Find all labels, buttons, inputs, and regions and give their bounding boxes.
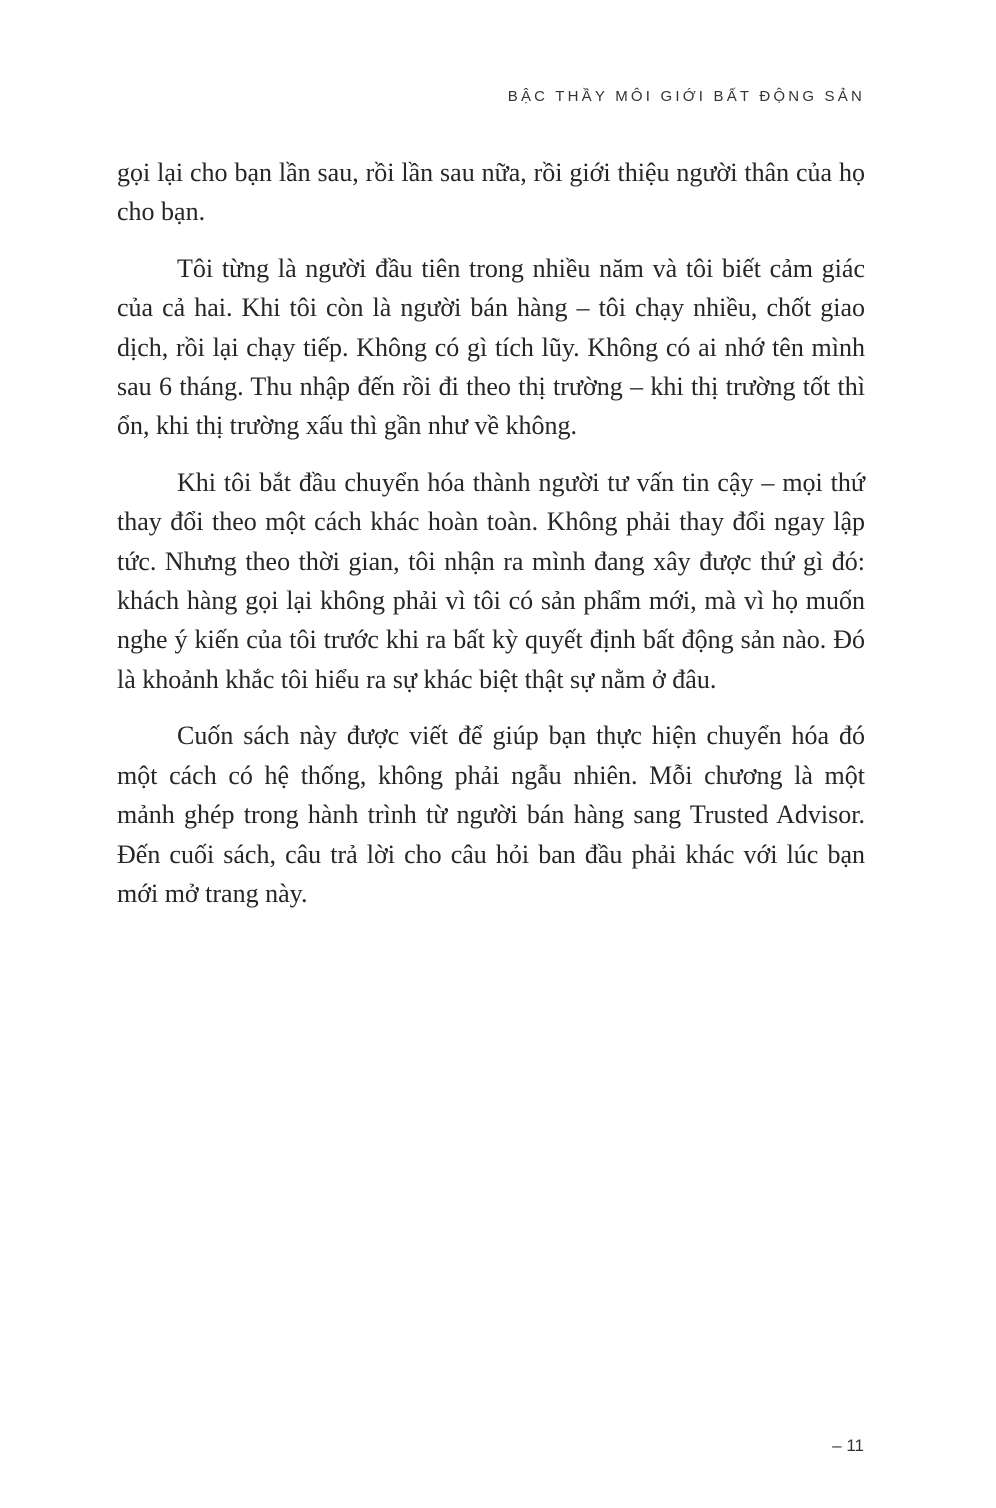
paragraph: Tôi từng là người đầu tiên trong nhiều năm và tôi biết cảm giác của cả hai. Khi tôi còn là người bán hàng – tôi chạy nhiều, chốt giao dịch, rồi lại chạy tiếp. Không có gì tích lũy. Không có ai nhớ tên mình sau 6 tháng. Thu nhập đến rồi đi theo thị trường – khi thị trường tốt thì ổn, khi thị trường xấu thì gần như về không.: [117, 253, 865, 441]
paragraph: Cuốn sách này được viết để giúp bạn thực hiện chuyển hóa đó một cách có hệ thống, không phải ngẫu nhiên. Mỗi chương là một mảnh ghép trong hành trình từ người bán hàng sang Trusted Advisor. Đến cuối sách, câu trả lời cho câu hỏi ban đầu phải khác với lúc bạn mới mở trang này.: [117, 721, 865, 908]
running-header: BẬC THẦY MÔI GIỚI BẤT ĐỘNG SẢN: [507, 88, 865, 105]
paragraph: Khi tôi bắt đầu chuyển hóa thành người tư vấn tin cậy – mọi thứ thay đổi theo một cách khác hoàn toàn. Không phải thay đổi ngay lập tức. Nhưng theo thời gian, tôi nhận ra mình đang xây được thứ gì đó: khách hàng gọi lại không phải vì tôi có sản phẩm mới, mà vì họ muốn nghe ý kiến của tôi trước khi ra bất kỳ quyết định bất động sản nào. Đó là khoảnh khắc tôi hiểu ra sự khác biệt thật sự nằm ở đâu.: [117, 467, 865, 694]
paragraph-continuation: gọi lại cho bạn lần sau, rồi lần sau nữa, rồi giới thiệu người thân của họ cho bạn.: [117, 158, 865, 227]
page-number: – 11: [832, 1436, 864, 1455]
body-text: [117, 153, 865, 930]
